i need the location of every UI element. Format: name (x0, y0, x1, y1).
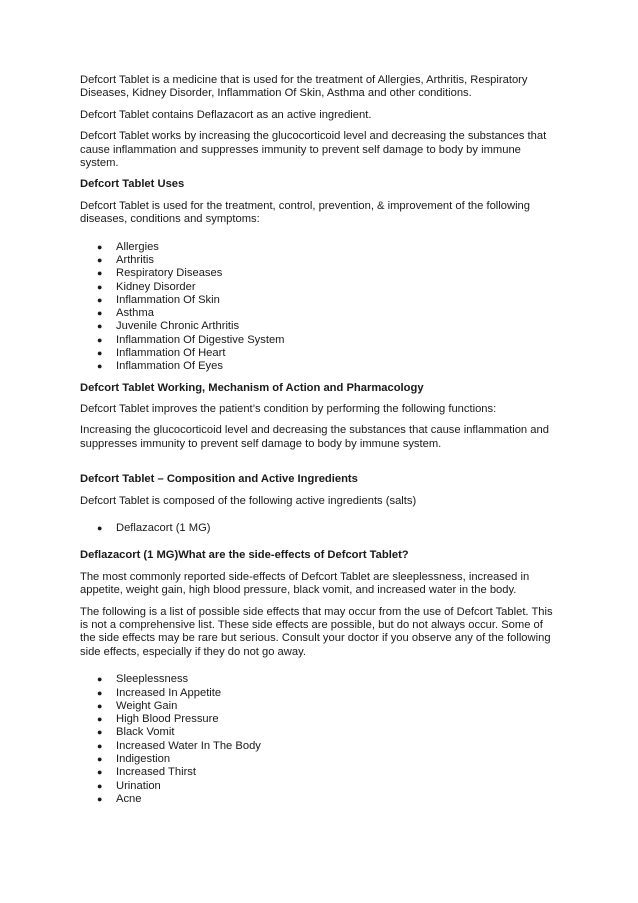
bullet-icon: ● (97, 687, 103, 698)
bullet-icon: ● (97, 674, 103, 685)
list-item: ● Inflammation Of Heart (97, 347, 226, 360)
working-paragraph-1: Defcort Tablet improves the patient’s condition by performing the following functions: (80, 403, 497, 416)
list-item: ● Deflazacort (1 MG) (97, 522, 211, 535)
bullet-icon: ● (97, 753, 103, 764)
intro-paragraph-3: Defcort Tablet works by increasing the glucocorticoid level and decreasing the substances that cause inflammation and suppresses immunity to prevent self damage to body by immune system. (80, 130, 547, 170)
list-item: ● Indigestion (97, 752, 171, 765)
bullet-icon: ● (97, 740, 103, 751)
bullet-icon: ● (97, 321, 103, 332)
list-item: ● Respiratory Diseases (97, 267, 223, 280)
uses-list (80, 241, 560, 374)
list-item: ● Asthma (97, 307, 154, 320)
bullet-icon: ● (97, 727, 103, 738)
list-item: ● Kidney Disorder (97, 280, 196, 293)
composition-intro: Defcort Tablet is composed of the following active ingredients (salts) (80, 494, 417, 507)
composition-list (80, 522, 560, 535)
document-page (80, 74, 560, 814)
list-item: ● Increased Thirst (97, 766, 197, 779)
list-item: ● Increased Water In The Body (97, 739, 261, 752)
list-item: ● Urination (97, 779, 161, 792)
bullet-icon: ● (97, 294, 103, 305)
bullet-icon: ● (97, 793, 103, 804)
side-effects-paragraph-2: The following is a list of possible side effects that may occur from the use of Defcort Tablet. This is not a comprehensive list. These side effects are possible, but do not always occur. Some of the side effects may be rare but serious. Consult your doctor if you observe any of the following side effects, especially if they do not go away. (80, 605, 553, 658)
bullet-icon: ● (97, 281, 103, 292)
list-item: ● Arthritis (97, 253, 154, 266)
list-item: ● Black Vomit (97, 726, 175, 739)
list-item: ● Inflammation Of Digestive System (97, 333, 285, 346)
bullet-icon: ● (97, 241, 103, 252)
bullet-icon: ● (97, 254, 103, 265)
composition-heading: Defcort Tablet – Composition and Active Ingredients (80, 473, 358, 486)
bullet-icon: ● (97, 714, 103, 725)
intro-paragraph-2: Defcort Tablet contains Deflazacort as an active ingredient. (80, 108, 372, 121)
bullet-icon: ● (97, 348, 103, 359)
side-effects-list (80, 673, 560, 806)
working-paragraph-2: Increasing the glucocorticoid level and decreasing the substances that cause inflammation and suppresses immunity to prevent self damage to body by immune system. (80, 424, 549, 450)
bullet-icon: ● (97, 361, 103, 372)
list-item: ● Weight Gain (97, 699, 178, 712)
list-item: ● Inflammation Of Eyes (97, 360, 223, 373)
working-heading: Defcort Tablet Working, Mechanism of Action and Pharmacology (80, 381, 424, 394)
side-effects-paragraph-1: The most commonly reported side-effects of Defcort Tablet are sleeplessness, increased in appetite, weight gain, high blood pressure, black vomit, and increased water in the body. (80, 570, 530, 597)
intro-paragraph-1: Defcort Tablet is a medicine that is used for the treatment of Allergies, Arthritis, Respiratory Diseases, Kidney Disorder, Inflammation Of Skin, Asthma and other conditions. (80, 74, 528, 100)
bullet-icon: ● (97, 767, 103, 778)
bullet-icon: ● (97, 268, 103, 279)
side-effects-heading: Deflazacort (1 MG)What are the side-effects of Defcort Tablet? (80, 549, 409, 562)
bullet-icon: ● (97, 334, 103, 345)
list-item: ● Juvenile Chronic Arthritis (97, 320, 240, 333)
list-item: ● Acne (97, 792, 142, 805)
uses-heading: Defcort Tablet Uses (80, 178, 185, 191)
uses-intro: Defcort Tablet is used for the treatment, control, prevention, & improvement of the following diseases, conditions and symptoms: (80, 199, 531, 226)
bullet-icon: ● (97, 700, 103, 711)
list-item: ● High Blood Pressure (97, 713, 219, 726)
list-item: ● Allergies (97, 240, 159, 253)
bullet-icon: ● (97, 308, 103, 319)
spacer (80, 459, 560, 473)
list-item: ● Sleeplessness (97, 673, 189, 686)
list-item: ● Inflammation Of Skin (97, 293, 220, 306)
list-item: ● Increased In Appetite (97, 686, 222, 699)
bullet-icon: ● (97, 523, 103, 534)
bullet-icon: ● (97, 780, 103, 791)
